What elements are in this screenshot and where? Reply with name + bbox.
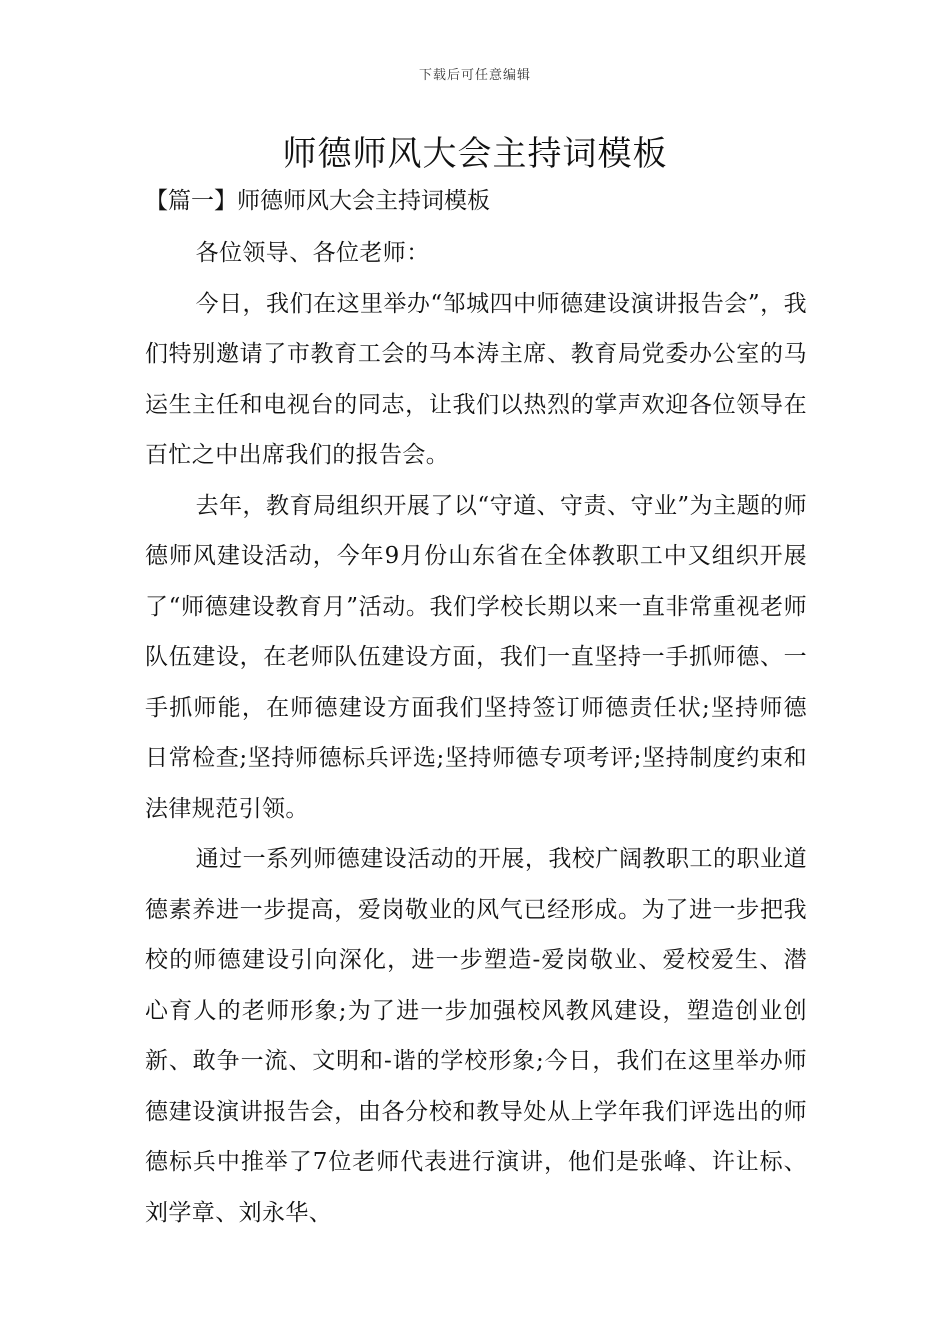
paragraph-opening: 今日，我们在这里举办“邹城四中师德建设演讲报告会”，我们特别邀请了市教育工会的马本涛主席、教育局党委办公室的马运生主任和电视台的同志，让我们以热烈的掌声欢迎各位领导在百忙之中出席我们的报告会。 — [145, 290, 807, 468]
paragraph-background: 去年，教育局组织开展了以“守道、守责、守业”为主题的师德师风建设活动，今年9月份山东省在全体教职工中又组织开展了“师德建设教育月”活动。我们学校长期以来一直非常重视老师队伍建设，在老师队伍建设方面，我们一直坚持一手抓师德、一手抓师能，在师德建设方面我们坚持签订师德责任状;坚持师德日常检查;坚持师德标兵评选;坚持师德专项考评;坚持制度约束和法律规范引领。 — [145, 492, 807, 822]
document-body — [145, 228, 807, 1238]
header-note: 下载后可任意编辑 — [418, 68, 531, 83]
paragraph-speakers: 通过一系列师德建设活动的开展，我校广阔教职工的职业道德素养进一步提高，爱岗敬业的风气已经形成。为了进一步把我校的师德建设引向深化，进一步塑造-爱岗敬业、爱校爱生、潜心育人的老师形象;为了进一步加强校风教风建设，塑造创业创新、敢争一流、文明和-谐的学校形象;今日，我们在这里举办师德建设演讲报告会，由各分校和教导处从上学年我们评选出的师德标兵中推举了7位老师代表进行演讲，他们是张峰、许让标、刘学章、刘永华、 — [145, 846, 807, 1226]
paragraph-greeting: 各位领导、各位老师： — [195, 240, 430, 266]
section-heading: 【篇一】师德师风大会主持词模板 — [145, 188, 490, 214]
document-title: 师德师风大会主持词模板 — [282, 134, 668, 174]
